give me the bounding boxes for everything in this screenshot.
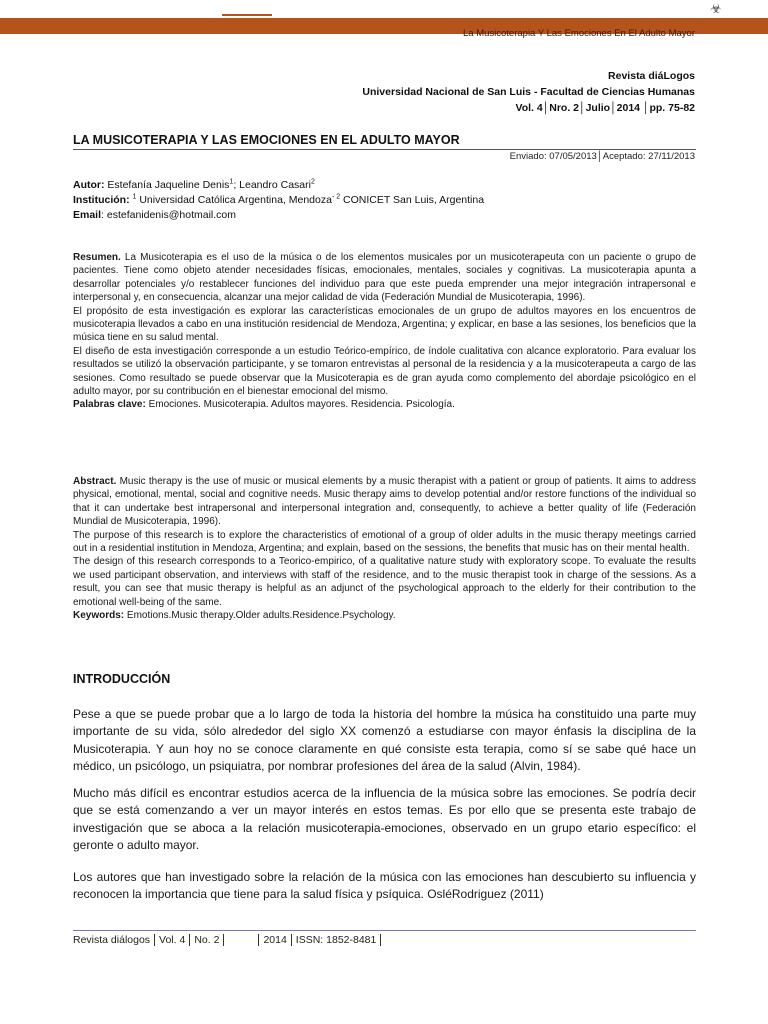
resumen-label: Resumen.	[73, 252, 121, 263]
footer-separator	[154, 934, 155, 946]
author-sep: ; Leandro Casari	[233, 179, 311, 191]
footer-journal: Revista diálogos	[73, 934, 151, 946]
email-label: Email	[73, 209, 102, 221]
author-1: Estefanía Jaqueline Denis	[107, 179, 230, 191]
institution-label: Institución:	[73, 194, 130, 206]
top-banner-white	[0, 0, 768, 18]
abstract-block	[73, 475, 696, 622]
abstract-p1-text: Music therapy is the use of music or musical elements by a music therapist with a patient or group of patients. It aims to address physical, emotional, mental, social and cognitive needs. Music therapy aims to develop potential and/or restore functions of the individual so that it can undertake best intrapersonal and interpersonal integration and, consequently, to achieve a better quality of life (Federación Mundial de Musicoterapia, 1996).	[73, 476, 696, 528]
footer-separator	[291, 934, 292, 946]
abstract-keywords-label: Keywords:	[73, 610, 125, 622]
institution-1: Universidad Católica Argentina, Mendoza	[139, 194, 332, 206]
body-paragraph-1	[73, 706, 696, 776]
resumen-p1	[73, 251, 696, 305]
footer-no: No. 2	[194, 934, 220, 946]
abstract-keywords	[73, 609, 696, 622]
institution-2: CONICET San Luis, Argentina	[343, 194, 485, 206]
article-title: LA MUSICOTERAPIA Y LAS EMOCIONES EN EL ADULTO MAYOR	[73, 133, 460, 147]
author-label: Autor:	[73, 179, 105, 191]
abstract-p3: The design of this research corresponds to a Teorico-empirico, of a qualitative nature study with exploratory scope. To evaluate the results we used participant observation, and interviews with staff of the residence, and to the music therapist took in charge of the sessions. As a result, you can see that music therapy is helpful as an adjunct of the psychological approach to the elderly for their contribution to the emotional well-being of the same.	[73, 556, 696, 608]
body-paragraph-3	[73, 869, 696, 904]
title-rule	[73, 149, 696, 150]
running-head: La Musicoterapia Y Las Emociones En El Adulto Mayor	[463, 28, 695, 39]
body-paragraph-2-text: Mucho más difícil es encontrar estudios acerca de la influencia de la música sobre las emociones. Se podría decir que se está comenzando a ver un mayor interés en estos temas. Es por ello que se presenta este trabajo de investigación que se aboca a la relación musicoterapia-emociones, observado en un grupo etario específico: el geronte o adulto mayor.	[73, 786, 696, 853]
institution-line	[73, 193, 484, 208]
body-paragraph-1-text: Pese a que se puede probar que a lo largo de toda la historia del hombre la música ha constituido una parte muy importante de su vida, sólo alrededor del siglo XX comenzó a estudiarse con mayor énfasis la disciplina de la Musicoterapia. Y aun hoy no se conoce claramente en qué consiste esta terapia, como sí se sabe qué hace un médico, un psicólogo, un psiquiatra, por nombrar profesiones del área de la salud (Alvin, 1984).	[73, 707, 696, 774]
footer-rule	[73, 930, 696, 931]
email-address[interactable]: : estefanidenis@hotmail.com	[101, 209, 236, 221]
resumen-block	[73, 251, 696, 412]
issue-info: Vol. 4│Nro. 2│Julio│2014 │pp. 75-82	[515, 102, 695, 114]
abstract-keywords-text: Emotions.Music therapy.Older adults.Residence.Psychology.	[126, 610, 396, 622]
abstract-p1	[73, 475, 696, 529]
section-heading-introduccion: INTRODUCCIÓN	[73, 672, 171, 686]
resumen-keywords-label: Palabras clave:	[73, 399, 146, 411]
abstract-label: Abstract.	[73, 476, 117, 487]
resumen-keywords	[73, 398, 696, 411]
resumen-p3: El diseño de esta investigación corresponde a un estudio Teórico-empírico, de índole cualitativa con alcance exploratorio. Para evaluar los resultados se utilizó la observación participante, y se tomaron entrevistas al personal de la residencia y a la musicoterapeuta a cargo de las sesiones. Como resultado se puede observar que la Musicoterapia es de gran ayuda como complemento del abordaje psicológico en el adulto mayor, por su contribución en el bienestar emocional del mismo.	[73, 345, 696, 398]
author-line	[73, 178, 484, 193]
top-banner	[0, 0, 768, 22]
footer-separator	[258, 934, 259, 946]
submission-dates: Enviado: 07/05/2013│Aceptado: 27/11/2013	[509, 151, 695, 162]
footer-year: 2014	[263, 934, 287, 946]
footer-vol: Vol. 4	[159, 934, 186, 946]
page-footer	[73, 934, 385, 946]
author-1-sup: 1	[229, 178, 234, 186]
author-block	[73, 178, 484, 223]
institution-sup-2: - 2	[331, 193, 341, 201]
institution-name: Universidad Nacional de San Luis - Facultad de Ciencias Humanas	[362, 86, 695, 98]
email-line	[73, 208, 484, 223]
masthead	[362, 68, 695, 116]
resumen-keywords-text: Emociones. Musicoterapia. Adultos mayores. Residencia. Psicología.	[148, 399, 455, 411]
resumen-p1-text: La Musicoterapia es el uso de la música o de los elementos musicales por un musicoterapeuta con un paciente o grupo de pacientes. Tiene como objeto atender necesidades físicas, emocionales, mentales, sociales y cognitivas. La musicoterapia apunta a desarrollar potenciales y/o restablecer funciones del individuo para que este pueda emprender una mejor integración intrapersonal e interpersonal y, en consecuencia, alcanzar una mejor calidad de vida (Federación Mundial de Musicoterapia, 1996).	[73, 252, 697, 304]
abstract-p2: The purpose of this research is to explore the characteristics of emotional of a group of older adults in the music therapy meetings carried out in a residential institution in Mendoza, Argentina; and explain, based on the sessions, the benefits that music has on their mental health.	[73, 529, 696, 555]
institution-sup-1: 1	[132, 193, 137, 201]
footer-separator	[189, 934, 190, 946]
logo-icon: ☣	[710, 1, 722, 16]
top-banner-accent-line	[222, 14, 272, 16]
footer-separator	[380, 934, 381, 946]
footer-issn: ISSN: 1852-8481	[295, 934, 377, 946]
journal-name: Revista diáLogos	[608, 70, 695, 82]
body-paragraph-2	[73, 785, 696, 855]
footer-separator	[223, 934, 224, 946]
author-2-sup: 2	[310, 178, 315, 186]
body-paragraph-3-text: Los autores que han investigado sobre la relación de la música con las emociones han descubierto su influencia y reconocen la importancia que tiene para la salud física y psíquica. OsléRodriguez (2011)	[73, 870, 696, 902]
resumen-p2: El propósito de esta investigación es explorar las características emocionales de un grupo de adultos mayores en los encuentros de musicoterapia llevados a cabo en una institución residencial de Mendoza, Argentina; y explicar, en base a las sesiones, los beneficios que la música tiene en su salud mental.	[73, 305, 696, 344]
